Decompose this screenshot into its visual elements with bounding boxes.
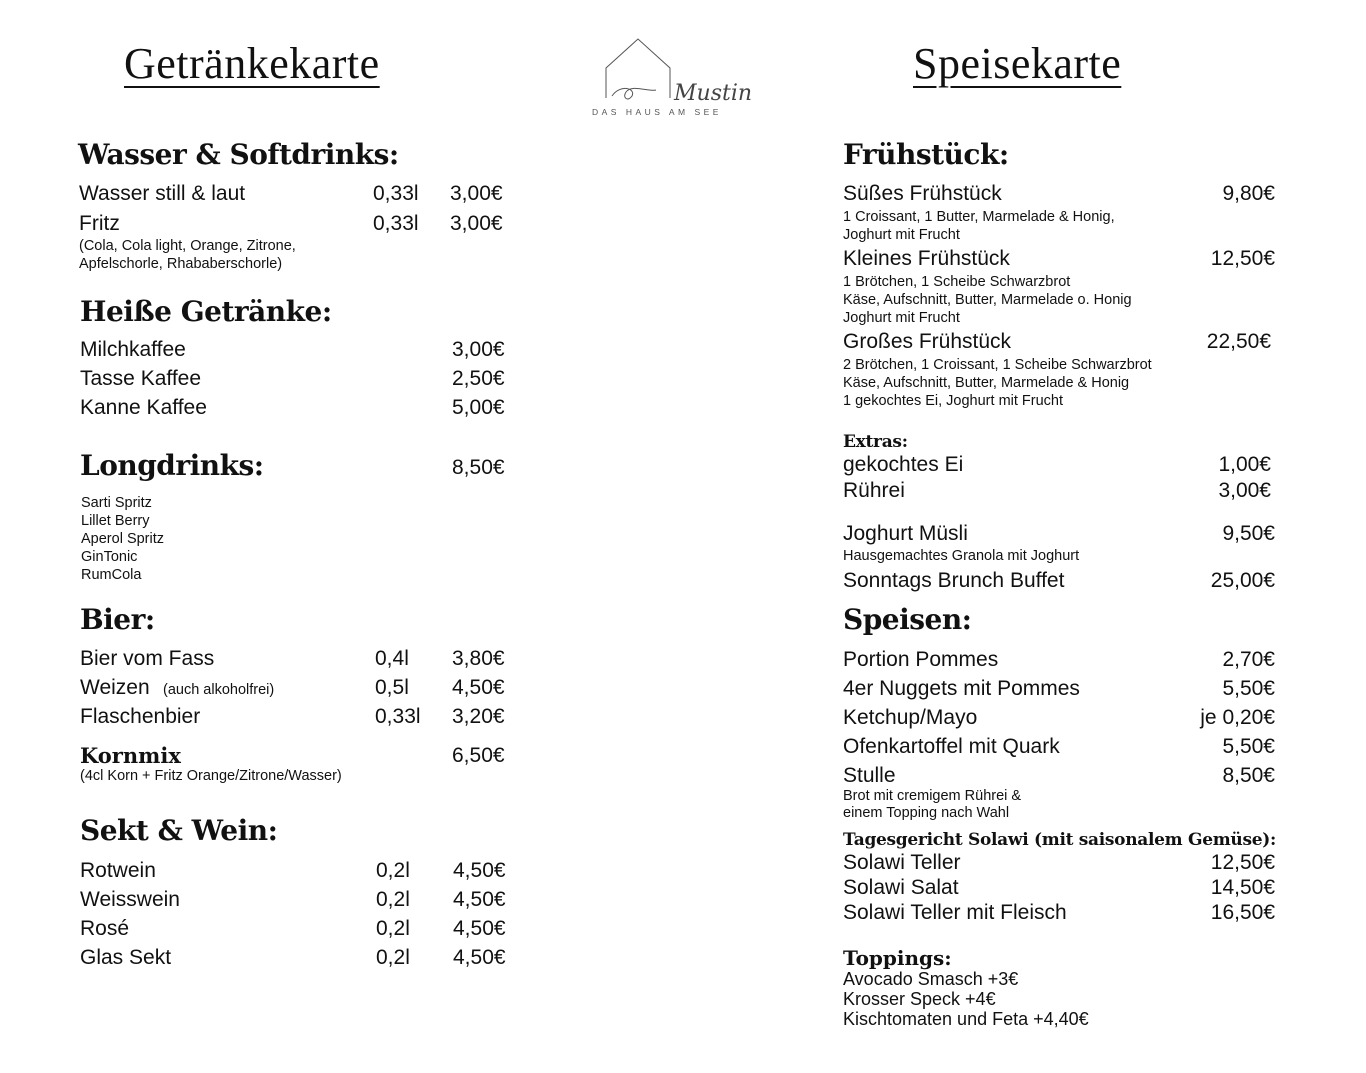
- item-desc: Joghurt mit Frucht: [843, 310, 960, 326]
- item-price: je 0,20€: [1200, 706, 1275, 729]
- section-heading-water-softdrinks: Wasser & Softdrinks:: [78, 138, 399, 171]
- item-price: 2,50€: [452, 367, 505, 390]
- topping-item: Krosser Speck +4€: [843, 989, 996, 1009]
- item-name: Solawi Salat: [843, 876, 959, 899]
- item-name: Großes Frühstück: [843, 330, 1012, 353]
- section-heading-beer: Bier:: [80, 603, 155, 636]
- item-name: Rosé: [80, 917, 130, 940]
- item-price: 9,50€: [1222, 522, 1275, 545]
- item-size: 0,2l: [376, 917, 410, 940]
- item-price: 5,50€: [1222, 677, 1275, 700]
- item-price: 9,80€: [1222, 182, 1275, 205]
- item-note: (auch alkoholfrei): [163, 682, 275, 698]
- item-name: Süßes Frühstück: [843, 182, 1002, 205]
- item-note: Apfelschorle, Rhababerschorle): [79, 256, 283, 272]
- longdrink-item: RumCola: [81, 567, 142, 583]
- section-heading-dishes: Speisen:: [843, 603, 972, 636]
- item-name: Flaschenbier: [80, 705, 201, 728]
- section-heading-solawi: Tagesgericht Solawi (mit saisonalem Gemüse):: [843, 830, 1276, 850]
- logo-tagline: DAS HAUS AM SEE: [592, 107, 722, 117]
- section-heading-hot-drinks: Heiße Getränke:: [80, 295, 332, 328]
- item-desc: Käse, Aufschnitt, Butter, Marmelade & Honig: [843, 375, 1130, 391]
- item-size: 0,33l: [373, 212, 419, 235]
- item-name: Ofenkartoffel mit Quark: [843, 735, 1060, 758]
- item-price: 4,50€: [453, 859, 506, 882]
- item-price: 16,50€: [1210, 901, 1275, 924]
- house-logo: [592, 36, 762, 118]
- longdrink-item: Aperol Spritz: [81, 531, 165, 547]
- item-size: 0,4l: [375, 647, 409, 670]
- kornmix-name: Kornmix: [80, 743, 181, 768]
- item-name: Ketchup/Mayo: [843, 706, 978, 729]
- item-size: 0,2l: [376, 888, 410, 911]
- item-desc: 1 Croissant, 1 Butter, Marmelade & Honig,: [843, 209, 1115, 225]
- topping-item: Avocado Smasch +3€: [843, 969, 1019, 989]
- item-price: 3,80€: [452, 647, 505, 670]
- longdrinks-price: 8,50€: [452, 456, 505, 479]
- item-name: Stulle: [843, 764, 896, 787]
- item-name: Rotwein: [80, 859, 156, 882]
- item-price: 12,50€: [1210, 247, 1275, 270]
- item-name: Bier vom Fass: [80, 647, 215, 670]
- item-name: Kanne Kaffee: [80, 396, 207, 419]
- item-name: gekochtes Ei: [843, 453, 964, 476]
- item-price: 3,00€: [450, 182, 503, 205]
- item-name: Glas Sekt: [80, 946, 172, 969]
- item-price: 4,50€: [452, 676, 505, 699]
- item-name: Solawi Teller mit Fleisch: [843, 901, 1067, 924]
- longdrink-item: GinTonic: [81, 549, 138, 565]
- item-name: Kleines Frühstück: [843, 247, 1010, 270]
- house-logo-icon: [592, 36, 762, 118]
- item-name: Joghurt Müsli: [843, 522, 968, 545]
- drinks-menu-title: Getränkekarte: [124, 39, 380, 88]
- item-price: 8,50€: [1222, 764, 1275, 787]
- item-name: Milchkaffee: [80, 338, 186, 361]
- item-name: Rührei: [843, 479, 905, 502]
- item-desc: 1 Brötchen, 1 Scheibe Schwarzbrot: [843, 274, 1071, 290]
- item-price: 22,50€: [1206, 330, 1271, 353]
- section-heading-breakfast: Frühstück:: [843, 138, 1009, 171]
- item-desc: Hausgemachtes Granola mit Joghurt: [843, 548, 1080, 564]
- item-desc: einem Topping nach Wahl: [843, 805, 1010, 821]
- kornmix-price: 6,50€: [452, 744, 505, 767]
- item-name: Wasser still & laut: [79, 182, 246, 205]
- item-price: 3,00€: [452, 338, 505, 361]
- item-price: 2,70€: [1222, 648, 1275, 671]
- item-price: 4,50€: [453, 946, 506, 969]
- item-price: 14,50€: [1210, 876, 1275, 899]
- item-price: 25,00€: [1210, 569, 1275, 592]
- longdrink-item: Lillet Berry: [81, 513, 150, 529]
- item-desc: 2 Brötchen, 1 Croissant, 1 Scheibe Schwarzbrot: [843, 357, 1152, 373]
- item-name: Weisswein: [80, 888, 180, 911]
- item-desc: Käse, Aufschnitt, Butter, Marmelade o. Honig: [843, 292, 1132, 308]
- item-desc: 1 gekochtes Ei, Joghurt mit Frucht: [843, 393, 1064, 409]
- item-size: 0,2l: [376, 859, 410, 882]
- item-size: 0,33l: [373, 182, 419, 205]
- topping-item: Kischtomaten und Feta +4,40€: [843, 1009, 1089, 1029]
- item-name: Tasse Kaffee: [80, 367, 202, 390]
- food-menu-title: Speisekarte: [913, 39, 1122, 88]
- item-price: 5,50€: [1222, 735, 1275, 758]
- item-name: Sonntags Brunch Buffet: [843, 569, 1065, 592]
- section-heading-wine: Sekt & Wein:: [80, 814, 278, 847]
- item-price: 3,20€: [452, 705, 505, 728]
- item-name: Portion Pommes: [843, 648, 999, 671]
- item-price: 3,00€: [450, 212, 503, 235]
- section-heading-longdrinks: Longdrinks:: [80, 449, 264, 482]
- item-name: Weizen: [80, 676, 150, 699]
- section-heading-extras: Extras:: [843, 432, 908, 452]
- item-name: 4er Nuggets mit Pommes: [843, 677, 1080, 700]
- item-price: 12,50€: [1210, 851, 1275, 874]
- item-price: 4,50€: [453, 917, 506, 940]
- item-name: Fritz: [79, 212, 120, 235]
- item-desc: Joghurt mit Frucht: [843, 227, 960, 243]
- item-price: 5,00€: [452, 396, 505, 419]
- item-size: 0,2l: [376, 946, 410, 969]
- item-size: 0,33l: [375, 705, 421, 728]
- item-price: 4,50€: [453, 888, 506, 911]
- item-size: 0,5l: [375, 676, 409, 699]
- kornmix-note: (4cl Korn + Fritz Orange/Zitrone/Wasser): [80, 768, 342, 784]
- item-price: 1,00€: [1218, 453, 1271, 476]
- longdrink-item: Sarti Spritz: [81, 495, 152, 511]
- item-name: Solawi Teller: [843, 851, 961, 874]
- section-heading-toppings: Toppings:: [843, 946, 952, 970]
- item-desc: Brot mit cremigem Rührei &: [843, 788, 1022, 804]
- logo-script-text: Mustin: [674, 81, 753, 106]
- item-note: (Cola, Cola light, Orange, Zitrone,: [79, 238, 296, 254]
- item-price: 3,00€: [1218, 479, 1271, 502]
